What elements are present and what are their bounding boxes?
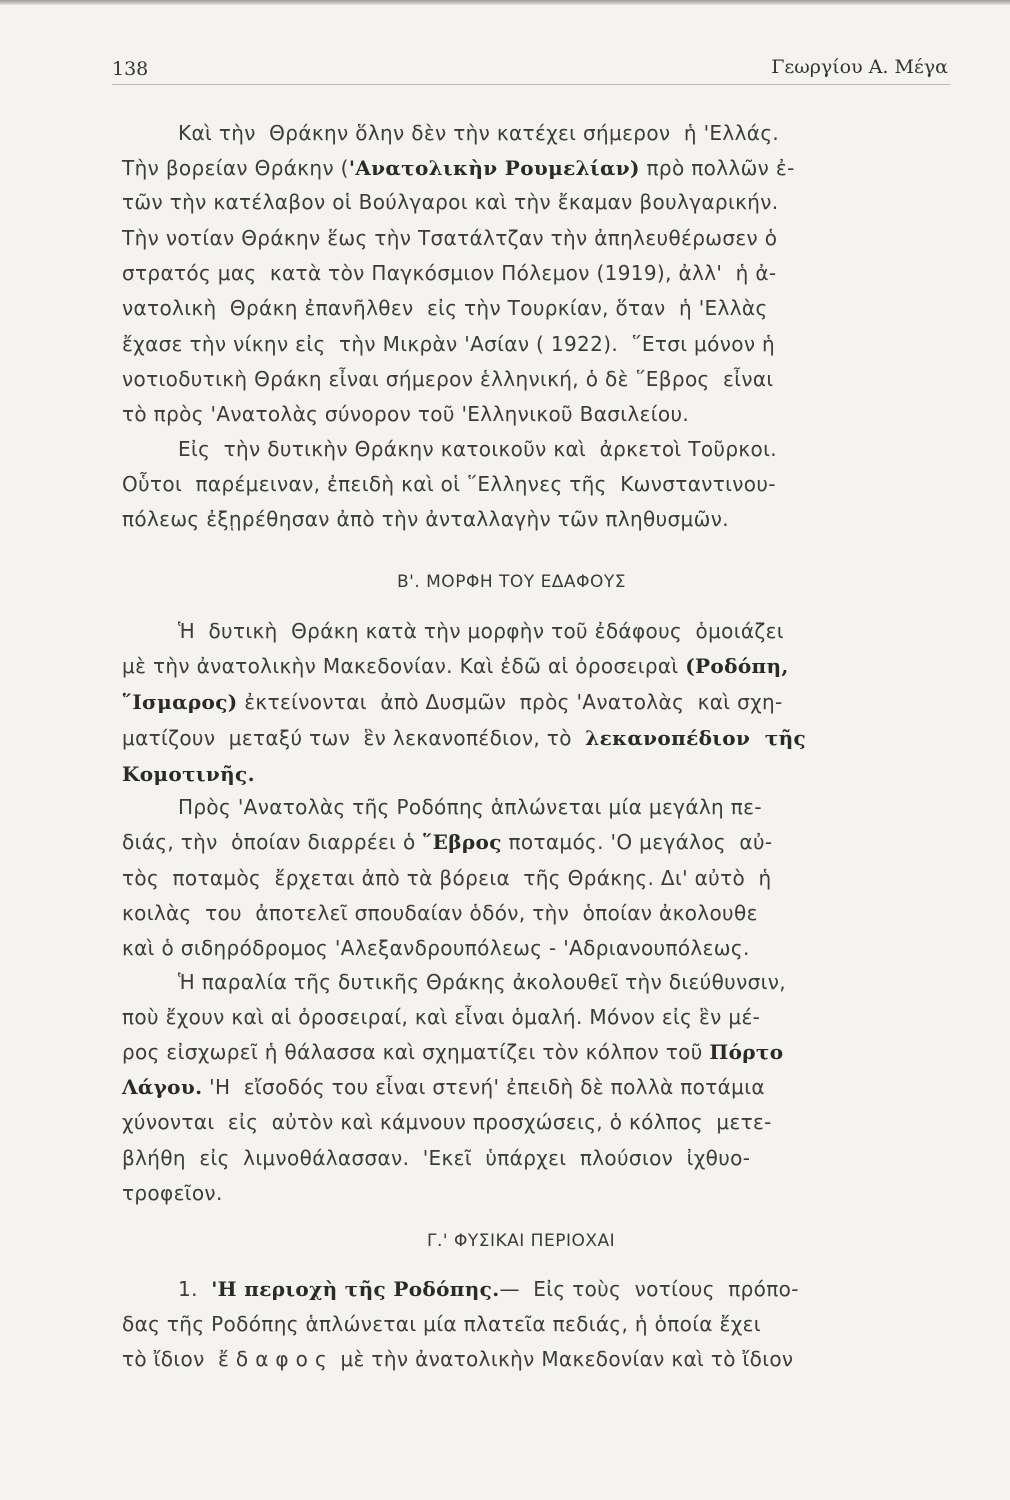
text-line: πόλεως ἐξῃρέθησαν ἀπὸ τὴν ἀνταλλαγὴν τῶν πληθυσμῶν.: [122, 507, 729, 531]
text-line: Τὴν νοτίαν Θράκην ἕως τὴν Τσατάλτζαν τὴν ἀπηλευθέρωσεν ὁ: [122, 226, 778, 250]
text-line: 1. 'Η περιοχὴ τῆς Ροδόπης.— Εἰς τοὺς νοτίους πρόπο-: [178, 1277, 799, 1301]
text-line: Ἡ παραλία τῆς δυτικῆς Θράκης ἀκολουθεῖ τὴν διεύθυνσιν,: [178, 970, 786, 994]
scan-edge: [0, 0, 1010, 5]
text-line: ῞Ισμαρος) ἐκτείνονται ἀπὸ Δυσμῶν πρὸς 'Ανατολὰς καὶ σχη-: [122, 690, 783, 714]
text-line: δας τῆς Ροδόπης ἁπλώνεται μία πλατεῖα πεδιάς, ἡ ὁποία ἔχει: [122, 1312, 761, 1336]
header-rule: [112, 84, 950, 85]
text-line: Εἰς τὴν δυτικὴν Θράκην κατοικοῦν καὶ ἀρκετοὶ Τοῦρκοι.: [178, 437, 777, 461]
text-line: Ἡ δυτικὴ Θράκη κατὰ τὴν μορφὴν τοῦ ἐδάφους ὁμοιάζει: [178, 619, 784, 643]
text-line: τὸ πρὸς 'Ανατολὰς σύνορον τοῦ 'Ελληνικοῦ Βασιλείου.: [122, 402, 690, 426]
text-line: τὸ ἴδιον ἔ δ α φ ο ς μὲ τὴν ἀνατολικὴν Μακεδονίαν καὶ τὸ ἴδιον: [122, 1347, 794, 1371]
page-number: 138: [112, 58, 149, 80]
text-line: ποὺ ἔχουν καὶ αἱ ὀροσειραί, καὶ εἶναι ὁμαλή. Μόνον εἰς ἓν μέ-: [122, 1005, 761, 1029]
text-line: χύνονται εἰς αὐτὸν καὶ κάμνουν προσχώσεις, ὁ κόλπος μετε-: [122, 1110, 772, 1134]
text-line: βλήθη εἰς λιμνοθάλασσαν. 'Εκεῖ ὑπάρχει πλούσιον ἰχθυο-: [122, 1146, 751, 1170]
text-line: Λάγου. 'Η εἴσοδός του εἶναι στενή' ἐπειδὴ δὲ πολλὰ ποτάμια: [122, 1075, 765, 1099]
section-heading: Γ.' ΦΥΣΙΚΑΙ ΠΕΡΙΟΧΑΙ: [427, 1231, 616, 1251]
section-heading: Β'. ΜΟΡΦΗ ΤΟΥ ΕΔΑΦΟΥΣ: [397, 572, 626, 592]
text-line: Πρὸς 'Ανατολὰς τῆς Ροδόπης ἁπλώνεται μία μεγάλη πε-: [178, 795, 762, 819]
text-line: στρατός μας κατὰ τὸν Παγκόσμιον Πόλεμον (1919), ἀλλ' ἡ ἀ-: [122, 261, 777, 285]
text-line: ἔχασε τὴν νίκην εἰς τὴν Μικρὰν 'Ασίαν ( 1922). ῞Ετσι μόνον ἡ: [122, 332, 776, 356]
text-line: νοτιοδυτικὴ Θράκη εἶναι σήμερον ἑλληνική, ὁ δὲ ῞Εβρος εἶναι: [122, 367, 774, 391]
text-line: διάς, τὴν ὁποίαν διαρρέει ὁ ῞Εβρος ποταμός. 'Ο μεγάλος αὐ-: [122, 830, 773, 854]
text-line: Οὗτοι παρέμειναν, ἐπειδὴ καὶ οἱ ῞Ελληνες τῆς Κωνσταντινου-: [122, 472, 776, 496]
text-line: μὲ τὴν ἀνατολικὴν Μακεδονίαν. Καὶ ἐδῶ αἱ ὀροσειραὶ (Ροδόπη,: [122, 654, 789, 678]
text-line: ρος εἰσχωρεῖ ἡ θάλασσα καὶ σχηματίζει τὸν κόλπον τοῦ Πόρτο: [122, 1040, 784, 1064]
text-line: κοιλὰς του ἀποτελεῖ σπουδαίαν ὁδόν, τὴν ὁποίαν ἀκολουθε: [122, 901, 758, 925]
text-line: τροφεῖον.: [122, 1181, 223, 1205]
text-line: ματίζουν μεταξύ των ἓν λεκανοπέδιον, τὸ λεκανοπέδιον τῆς: [122, 726, 807, 750]
text-line: Κομοτινῆς.: [122, 762, 255, 786]
text-line: Τὴν βορείαν Θράκην ('Ανατολικὴν Ρουμελίαν) πρὸ πολλῶν ἐ-: [122, 156, 795, 180]
text-line: νατολικὴ Θράκη ἐπανῆλθεν εἰς τὴν Τουρκίαν, ὅταν ἡ 'Ελλὰς: [122, 296, 768, 320]
text-line: καὶ ὁ σιδηρόδρομος 'Αλεξανδρουπόλεως - 'Αδριανουπόλεως.: [122, 936, 750, 960]
text-line: Καὶ τὴν Θράκην ὅλην δὲν τὴν κατέχει σήμερον ἡ 'Ελλάς.: [178, 121, 780, 145]
text-line: τὸς ποταμὸς ἔρχεται ἀπὸ τὰ βόρεια τῆς Θράκης. Δι' αὐτὸ ἡ: [122, 866, 772, 890]
text-line: τῶν τὴν κατέλαβον οἱ Βούλγαροι καὶ τὴν ἔκαμαν βουλγαρικήν.: [122, 190, 779, 214]
running-head: Γεωργίου Α. Μέγα: [771, 56, 948, 78]
